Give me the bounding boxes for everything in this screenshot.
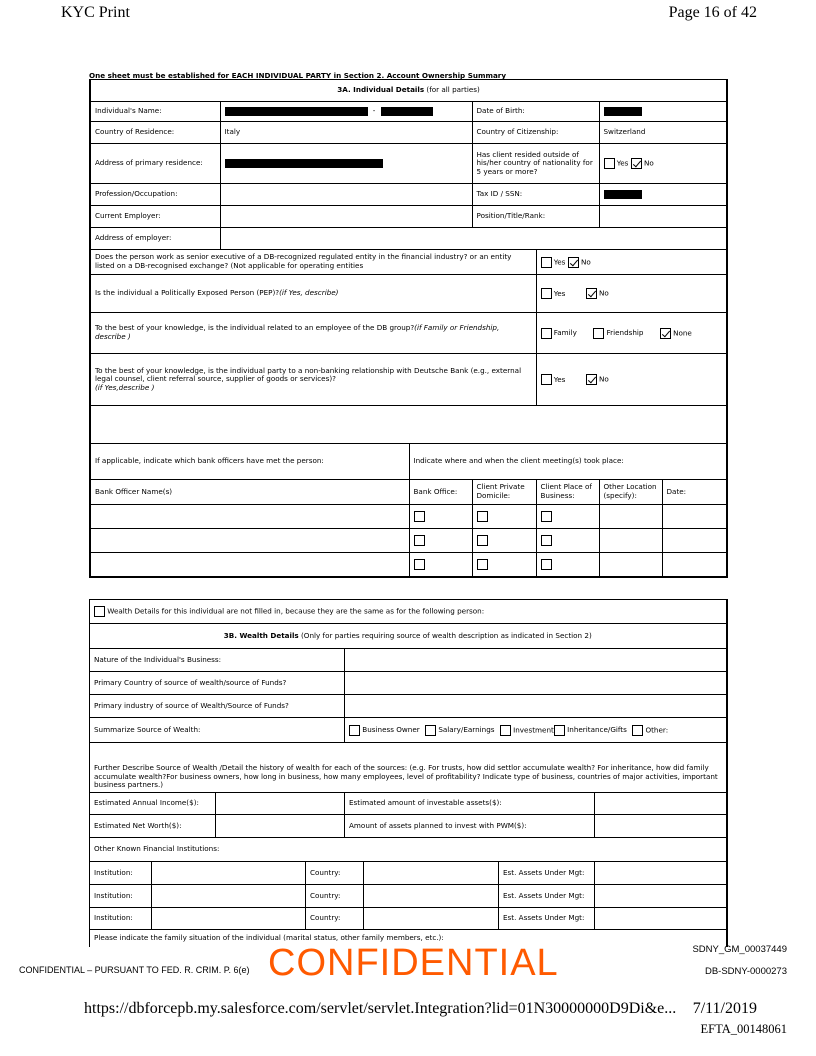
investable-assets-value xyxy=(595,793,727,815)
pwm-assets-label: Amount of assets planned to invest with PWM($): xyxy=(345,815,595,838)
employer-label: Current Employer: xyxy=(90,206,220,228)
other-checkbox[interactable] xyxy=(632,725,643,736)
business-checkbox[interactable] xyxy=(541,511,552,522)
section-3a-title: 3A. Individual Details (for all parties) xyxy=(90,80,727,102)
redaction xyxy=(225,107,368,116)
pep-yes-checkbox[interactable] xyxy=(541,288,552,299)
col-domicile-header: Client Private Domicile: xyxy=(472,480,536,505)
bank-office-checkbox[interactable] xyxy=(414,535,425,546)
party-no-checkbox[interactable] xyxy=(586,374,597,385)
senior-executive-question: Does the person work as senior executive of a DB-recognized regulated entity in the financial industry? or an entity listed on a DB-recognised exchange? (Not applicable for operating entities xyxy=(90,250,536,275)
officer-row xyxy=(90,553,727,577)
business-checkbox[interactable] xyxy=(541,535,552,546)
profession-label: Profession/Occupation: xyxy=(90,184,220,206)
institution-row: Institution: Country: Est. Assets Under Mgt: xyxy=(90,862,727,885)
address-label: Address of primary residence: xyxy=(90,144,220,184)
officers-met-label: If applicable, indicate which bank officers have met the person: xyxy=(90,444,409,480)
related-question: To the best of your knowledge, is the individual related to an employee of the DB group?(if Family or Friendship, describe ) xyxy=(90,313,536,354)
domicile-checkbox[interactable] xyxy=(477,511,488,522)
meeting-location-label: Indicate where and when the client meeting(s) took place: xyxy=(409,444,727,480)
col-officer-header: Bank Officer Name(s) xyxy=(90,480,409,505)
domicile-checkbox[interactable] xyxy=(477,559,488,570)
annual-income-label: Estimated Annual Income($): xyxy=(90,793,216,815)
net-worth-value xyxy=(216,815,345,838)
col-other-header: Other Location (specify): xyxy=(599,480,662,505)
resided-answer: Yes No xyxy=(599,144,727,184)
summarize-wealth-options: Business Owner Salary/Earnings Investment Inheritance/Gifts Other: xyxy=(345,718,727,743)
net-worth-label: Estimated Net Worth($): xyxy=(90,815,216,838)
employer-address-label: Address of employer: xyxy=(90,228,220,250)
family-situation-label: Please indicate the family situation of the individual (marital status, other family members, etc.): xyxy=(90,930,727,947)
resided-question: Has client resided outside of his/her country of nationality for 5 years or more? xyxy=(472,144,599,184)
employer-address-value xyxy=(220,228,727,250)
name-label: Individual's Name: xyxy=(90,102,220,122)
senior-yes-checkbox[interactable] xyxy=(541,257,552,268)
officer-row xyxy=(90,505,727,529)
business-checkbox[interactable] xyxy=(541,559,552,570)
senior-executive-answer: Yes No xyxy=(536,250,727,275)
same-as-checkbox[interactable] xyxy=(94,606,105,617)
section-instruction: One sheet must be established for EACH INDIVIDUAL PARTY in Section 2. Account Ownership Summary xyxy=(89,71,507,80)
business-nature-value xyxy=(345,649,727,672)
institution-row: Institution: Country: Est. Assets Under Mgt: xyxy=(90,908,727,930)
dob-value xyxy=(599,102,727,122)
tax-id-value xyxy=(599,184,727,206)
print-header-page: Page 16 of 42 xyxy=(668,4,757,21)
print-header-title: KYC Print xyxy=(61,4,130,21)
pep-no-checkbox[interactable] xyxy=(586,288,597,299)
dob-label: Date of Birth: xyxy=(472,102,599,122)
annual-income-value xyxy=(216,793,345,815)
wealth-details-table xyxy=(89,599,728,947)
wealth-country-value xyxy=(345,672,727,695)
investment-checkbox[interactable] xyxy=(500,725,511,736)
related-friendship-checkbox[interactable] xyxy=(593,328,604,339)
domicile-checkbox[interactable] xyxy=(477,535,488,546)
position-label: Position/Title/Rank: xyxy=(472,206,599,228)
db-bates-number: DB-SDNY-0000273 xyxy=(704,966,787,977)
redaction xyxy=(604,107,642,116)
wealth-industry-label: Primary industry of source of Wealth/Source of Funds? xyxy=(90,695,345,718)
residence-label: Country of Residence: xyxy=(90,122,220,144)
address-value xyxy=(220,144,472,184)
redaction xyxy=(604,190,642,199)
bank-office-checkbox[interactable] xyxy=(414,511,425,522)
pwm-assets-value xyxy=(595,815,727,838)
profession-value xyxy=(220,184,472,206)
employer-value xyxy=(220,206,472,228)
pep-question: Is the individual a Politically Exposed Person (PEP)?(if Yes, describe) xyxy=(90,275,536,313)
officer-row xyxy=(90,529,727,553)
col-office-header: Bank Office: xyxy=(409,480,472,505)
investable-assets-label: Estimated amount of investable assets($): xyxy=(345,793,595,815)
non-banking-answer: Yes No xyxy=(536,354,727,406)
institution-row: Institution: Country: Est. Assets Under Mgt: xyxy=(90,885,727,908)
citizenship-label: Country of Citizenship: xyxy=(472,122,599,144)
wealth-country-label: Primary Country of source of wealth/source of Funds? xyxy=(90,672,345,695)
name-value: - xyxy=(220,102,472,122)
resided-yes-checkbox[interactable] xyxy=(604,158,615,169)
redaction xyxy=(381,107,433,116)
resided-no-checkbox[interactable] xyxy=(631,158,642,169)
related-none-checkbox[interactable] xyxy=(660,328,671,339)
wealth-industry-value xyxy=(345,695,727,718)
col-business-header: Client Place of Business: xyxy=(536,480,599,505)
senior-no-checkbox[interactable] xyxy=(568,257,579,268)
citizenship-value: Switzerland xyxy=(599,122,727,144)
col-date-header: Date: xyxy=(662,480,727,505)
business-owner-checkbox[interactable] xyxy=(349,725,360,736)
party-yes-checkbox[interactable] xyxy=(541,374,552,385)
redaction xyxy=(225,159,383,168)
efta-number: EFTA_00148061 xyxy=(700,1022,787,1036)
spacer-row xyxy=(90,406,727,444)
pep-answer: Yes No xyxy=(536,275,727,313)
salary-checkbox[interactable] xyxy=(425,725,436,736)
bates-number: SDNY_GM_00037449 xyxy=(692,944,787,955)
confidential-notice: CONFIDENTIAL – PURSUANT TO FED. R. CRIM. P. 6(e) xyxy=(19,965,250,975)
further-describe-text: Further Describe Source of Wealth /Detail the history of wealth for each of the sources: (e.g. For trusts, how did settlor accumulate wealth? For inheritance, how did family accumulate wealth?For business owners, how long in business, how many employees, level of profitability? Indicate type of business, countries of major activities, important business partners.) xyxy=(90,743,727,793)
related-family-checkbox[interactable] xyxy=(541,328,552,339)
non-banking-question: To the best of your knowledge, is the individual party to a non-banking relationship with Deutsche Bank (e.g., external legal counsel, client referral source, supplier of goods or services)? (if Yes,describe ) xyxy=(90,354,536,406)
summarize-wealth-label: Summarize Source of Wealth: xyxy=(90,718,345,743)
bank-office-checkbox[interactable] xyxy=(414,559,425,570)
inheritance-checkbox[interactable] xyxy=(554,725,565,736)
confidential-stamp: CONFIDENTIAL xyxy=(268,942,559,984)
business-nature-label: Nature of the Individual's Business: xyxy=(90,649,345,672)
section-3b-title: 3B. Wealth Details (Only for parties requiring source of wealth description as indicated in Section 2) xyxy=(90,624,727,649)
same-as-row: Wealth Details for this individual are not filled in, because they are the same as for the following person: xyxy=(90,600,727,624)
print-date: 7/11/2019 xyxy=(692,1000,757,1017)
tax-id-label: Tax ID / SSN: xyxy=(472,184,599,206)
related-answer: Family Friendship None xyxy=(536,313,727,354)
individual-details-table xyxy=(89,79,728,578)
residence-value: Italy xyxy=(220,122,472,144)
position-value xyxy=(599,206,727,228)
print-url: https://dbforcepb.my.salesforce.com/servlet/servlet.Integration?lid=01N30000000D9Di&e... xyxy=(84,1000,677,1017)
other-institutions-label: Other Known Financial Institutions: xyxy=(90,838,727,862)
